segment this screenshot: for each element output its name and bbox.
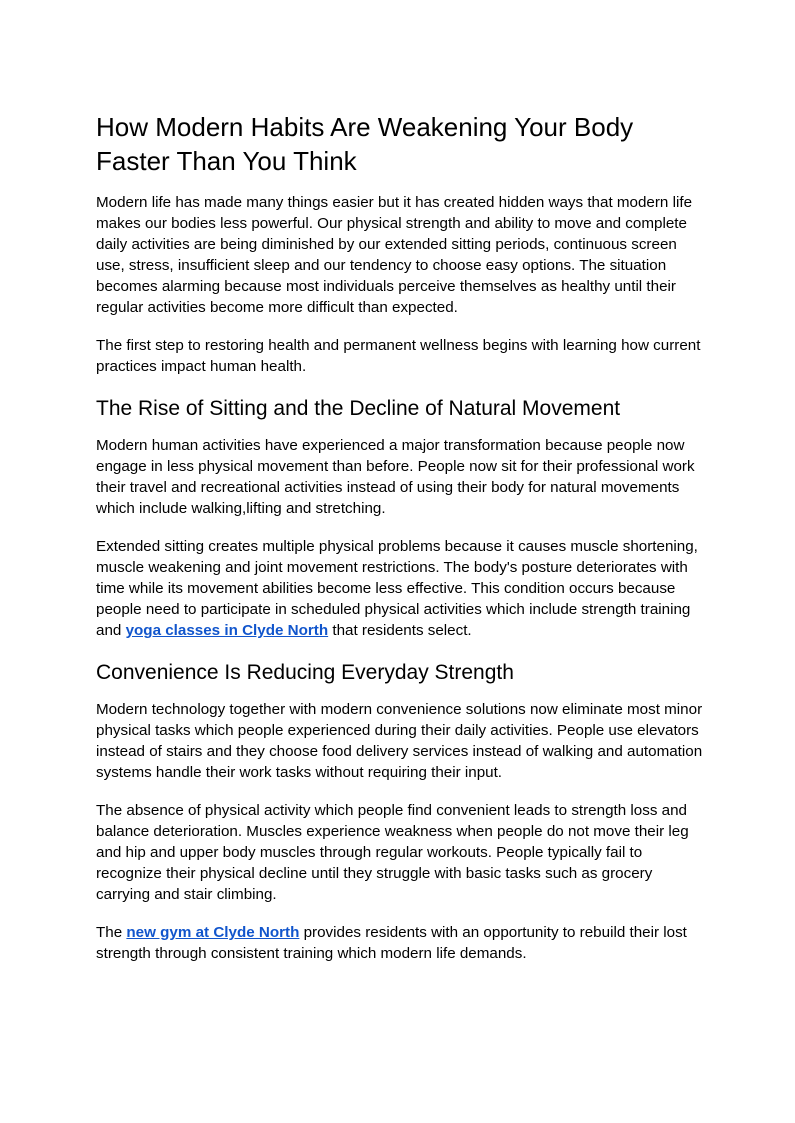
section-heading: The Rise of Sitting and the Decline of Natural Movement — [96, 397, 621, 420]
intro-paragraph: Modern life has made many things easier but it has created hidden ways that modern life makes our bodies less powerful. Our physical strength and ability to move and complete daily activities are being diminished by our extended sitting periods, continuous screen use, stress, insufficient sleep and our tendency to choose easy options. The situation becomes alarming because most individuals perceive themselves as healthy until their regular activities become more difficult than expected. — [96, 194, 693, 316]
text: that residents select. — [328, 622, 472, 639]
text: Extended sitting creates multiple physical problems because it causes muscle shortening, muscle weakening and joint movement restrictions. The body's posture deteriorates with time while its movement abilities become less effective. This condition occurs because people need to participate in scheduled physical activities which include strength training and — [96, 538, 698, 639]
page-title: How Modern Habits Are Weakening Your Body Faster Than You Think — [96, 112, 634, 176]
text: The — [96, 924, 127, 941]
yoga-classes-link[interactable]: yoga classes in Clyde North — [125, 622, 329, 639]
body-paragraph — [96, 536, 704, 641]
document-page — [96, 110, 704, 981]
new-gym-link[interactable]: new gym at Clyde North — [126, 924, 300, 941]
body-paragraph — [96, 922, 704, 964]
body-paragraph: The absence of physical activity which people find convenient leads to strength loss and balance deterioration. Muscles experience weakness when people do not move their leg and hip and upper body muscles through regular workouts. People typically fail to recognize their physical decline until they struggle with basic tasks such as grocery carrying and stair climbing. — [96, 802, 689, 903]
intro-paragraph: The first step to restoring health and permanent wellness begins with learning how current practices impact human health. — [96, 337, 701, 375]
body-paragraph: Modern technology together with modern convenience solutions now eliminate most minor physical tasks which people experienced during their daily activities. People use elevators instead of stairs and they choose food delivery services instead of walking and automation systems handle their work tasks without requiring their input. — [96, 701, 703, 781]
body-paragraph: Modern human activities have experienced a major transformation because people now engage in less physical movement than before. People now sit for their professional work their travel and recreational activities instead of using their body for natural movements which include walking,lifting and stretching. — [96, 437, 695, 517]
text: provides residents with an opportunity to rebuild their lost strength through consistent training which modern life demands. — [96, 924, 687, 962]
section-heading: Convenience Is Reducing Everyday Strength — [96, 661, 514, 684]
